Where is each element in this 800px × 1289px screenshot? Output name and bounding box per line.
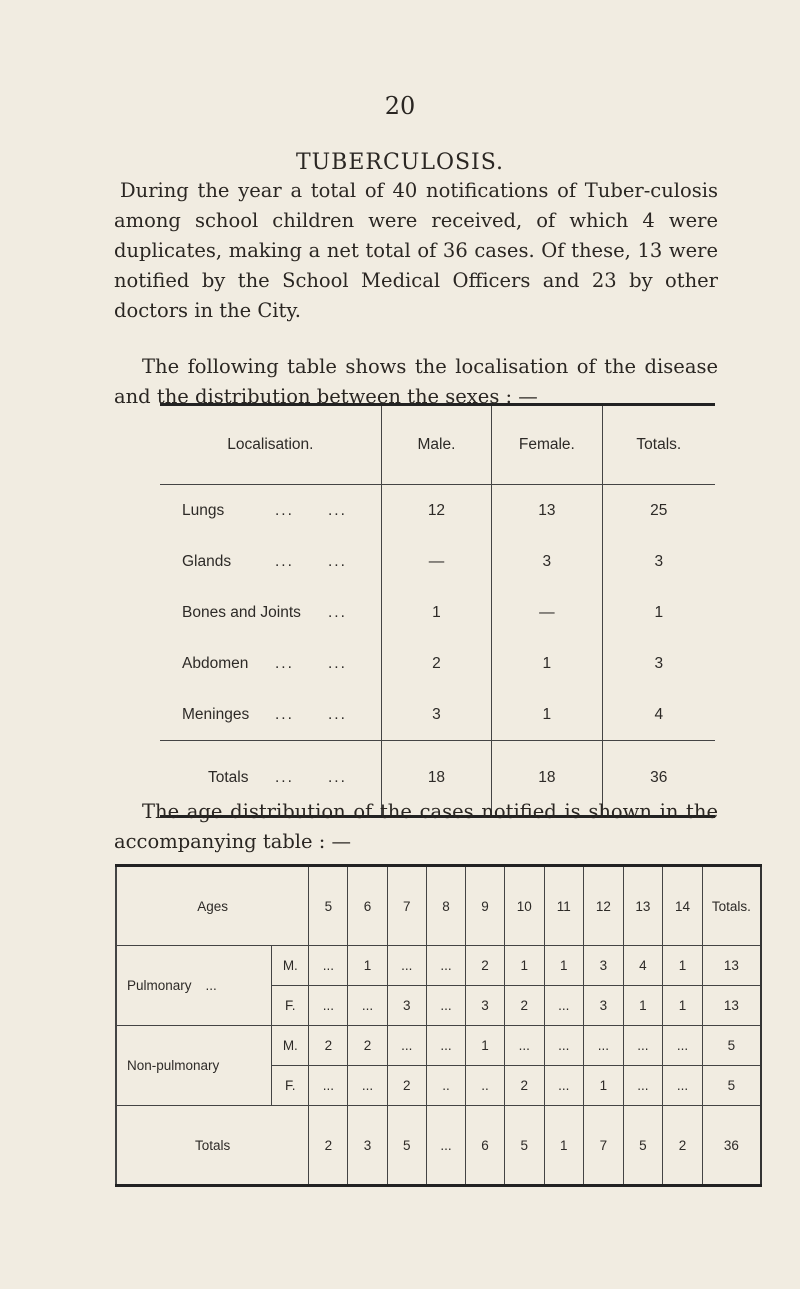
header-age: 5	[309, 866, 348, 946]
value-cell: 3	[466, 986, 505, 1026]
value-cell: ...	[426, 1026, 465, 1066]
localisation-table	[160, 403, 715, 818]
totals-row	[116, 1106, 761, 1186]
leader-dots: ...	[275, 501, 294, 519]
leader-dots: ...	[275, 769, 294, 786]
localisation-cell	[160, 485, 381, 537]
leader-dots: ...	[275, 705, 294, 723]
group-label: Pulmonary	[127, 978, 192, 993]
female-cell: 1	[492, 689, 603, 741]
row-label-text: Glands	[182, 552, 232, 570]
female-cell: 1	[492, 638, 603, 689]
value-cell: 3	[387, 986, 426, 1026]
paragraph-localisation-intro: The following table shows the localisation of the disease and the distribution between the sexes : —	[114, 355, 718, 408]
header-totals: Totals.	[702, 866, 761, 946]
value-cell: ..	[426, 1066, 465, 1106]
header-age: 8	[426, 866, 465, 946]
value-cell: ...	[387, 946, 426, 986]
total-cell: 25	[602, 485, 715, 537]
header-female: Female.	[492, 405, 603, 485]
total-cell: 1	[602, 587, 715, 638]
leader-dots: ...	[328, 501, 347, 519]
paragraph-notifications: During the year a total of 40 notifications of Tuber-culosis among school children were received, of which 4 were duplicates, making a net total of 36 cases. Of these, 13 were notified by the School Medical Officers and 23 by other doctors in the City.	[114, 179, 718, 322]
total-cell: 36	[702, 1106, 761, 1186]
value-cell: ...	[309, 986, 348, 1026]
localisation-cell	[160, 689, 381, 741]
total-cell: 4	[602, 689, 715, 741]
value-cell: 1	[663, 946, 703, 986]
value-cell: ...	[387, 1026, 426, 1066]
male-cell: 2	[381, 638, 491, 689]
value-cell: ...	[544, 986, 583, 1026]
value-cell: ...	[309, 1066, 348, 1106]
localisation-cell	[160, 587, 381, 638]
value-cell: ...	[426, 946, 465, 986]
header-male: Male.	[381, 405, 491, 485]
table-header-row	[116, 866, 761, 946]
sex-cell: F.	[272, 1066, 309, 1106]
total-cell: 3	[602, 536, 715, 587]
value-cell: 4	[623, 946, 663, 986]
leader-dots: ...	[328, 552, 347, 570]
table-row	[160, 689, 715, 741]
leader-dots: ...	[328, 769, 347, 786]
value-cell: 3	[348, 1106, 387, 1186]
leader-dots: ...	[328, 603, 347, 621]
value-cell: ...	[544, 1026, 583, 1066]
row-label	[160, 604, 381, 622]
female-cell: —	[492, 587, 603, 638]
value-cell: ...	[623, 1066, 663, 1106]
leader-dots: ...	[328, 705, 347, 723]
value-cell: 6	[466, 1106, 505, 1186]
sex-cell: M.	[272, 946, 309, 986]
value-cell: ...	[544, 1066, 583, 1106]
header-age: 11	[544, 866, 583, 946]
row-label	[160, 553, 381, 571]
total-cell: 13	[702, 986, 761, 1026]
value-cell: 1	[544, 946, 583, 986]
leader-dots: ...	[328, 654, 347, 672]
table-row	[116, 1026, 761, 1066]
value-cell: ...	[663, 1066, 703, 1106]
value-cell: 2	[466, 946, 505, 986]
value-cell: ...	[584, 1026, 624, 1066]
header-age: 14	[663, 866, 703, 946]
row-label	[160, 769, 381, 787]
group-label-cell	[116, 946, 272, 1026]
header-totals: Totals.	[602, 405, 715, 485]
value-cell: 5	[623, 1106, 663, 1186]
value-cell: 1	[663, 986, 703, 1026]
value-cell: 5	[504, 1106, 544, 1186]
value-cell: ...	[309, 946, 348, 986]
value-cell: 2	[504, 1066, 544, 1106]
table-row	[116, 946, 761, 986]
male-cell: —	[381, 536, 491, 587]
value-cell: 7	[584, 1106, 624, 1186]
value-cell: ...	[426, 986, 465, 1026]
row-label	[160, 706, 381, 724]
table-row	[160, 536, 715, 587]
total-cell: 3	[602, 638, 715, 689]
value-cell: ...	[348, 1066, 387, 1106]
section-title: TUBERCULOSIS.	[295, 150, 505, 175]
leader-dots: ...	[275, 654, 294, 672]
row-label	[160, 502, 381, 520]
male-cell: 3	[381, 689, 491, 741]
sex-cell: M.	[272, 1026, 309, 1066]
value-cell: 3	[584, 986, 624, 1026]
value-cell: 1	[584, 1066, 624, 1106]
table-row	[160, 638, 715, 689]
female-cell: 3	[492, 536, 603, 587]
value-cell: 1	[504, 946, 544, 986]
row-label-text: Meninges	[182, 705, 250, 723]
total-cell: 5	[702, 1026, 761, 1066]
row-label-text: Bones and Joints	[182, 603, 301, 621]
header-age: 10	[504, 866, 544, 946]
localisation-cell	[160, 536, 381, 587]
value-cell: 1	[544, 1106, 583, 1186]
value-cell: 5	[387, 1106, 426, 1186]
totals-label: Totals	[116, 1106, 309, 1186]
localisation-cell	[160, 638, 381, 689]
value-cell: 2	[663, 1106, 703, 1186]
page-number: 20	[384, 92, 416, 120]
table-row	[160, 587, 715, 638]
leader-dots: ...	[275, 552, 294, 570]
female-cell: 13	[492, 485, 603, 537]
total-cell: 13	[702, 946, 761, 986]
row-label-text: Totals	[208, 769, 249, 786]
male-cell: 1	[381, 587, 491, 638]
sex-cell: F.	[272, 986, 309, 1026]
row-label-text: Abdomen	[182, 654, 249, 672]
header-age: 9	[466, 866, 505, 946]
value-cell: 1	[348, 946, 387, 986]
value-cell: ..	[466, 1066, 505, 1106]
row-label	[160, 655, 381, 673]
group-label: Non-pulmonary	[127, 1058, 220, 1073]
female-cell: 18	[492, 741, 603, 817]
leader-dots: ...	[205, 978, 217, 993]
value-cell: ...	[504, 1026, 544, 1066]
table-row	[160, 485, 715, 537]
paragraph-age-intro: The age distribution of the cases notified is shown in the accompanying table : —	[114, 800, 718, 853]
header-age: 12	[584, 866, 624, 946]
value-cell: ...	[426, 1106, 465, 1186]
row-label-text: Lungs	[182, 501, 225, 519]
value-cell: ...	[663, 1026, 703, 1066]
age-distribution-table	[115, 864, 762, 1187]
male-cell: 12	[381, 485, 491, 537]
value-cell: ...	[348, 986, 387, 1026]
table-header-row	[160, 405, 715, 485]
group-label-cell	[116, 1026, 272, 1106]
value-cell: 2	[309, 1026, 348, 1066]
value-cell: ...	[623, 1026, 663, 1066]
header-age: 13	[623, 866, 663, 946]
value-cell: 2	[387, 1066, 426, 1106]
value-cell: 2	[309, 1106, 348, 1186]
header-ages: Ages	[116, 866, 309, 946]
header-localisation: Localisation.	[160, 405, 381, 485]
value-cell: 1	[623, 986, 663, 1026]
header-age: 6	[348, 866, 387, 946]
value-cell: 3	[584, 946, 624, 986]
header-age: 7	[387, 866, 426, 946]
value-cell: 1	[466, 1026, 505, 1066]
total-cell: 36	[602, 741, 715, 817]
value-cell: 2	[348, 1026, 387, 1066]
male-cell: 18	[381, 741, 491, 817]
value-cell: 2	[504, 986, 544, 1026]
total-cell: 5	[702, 1066, 761, 1106]
